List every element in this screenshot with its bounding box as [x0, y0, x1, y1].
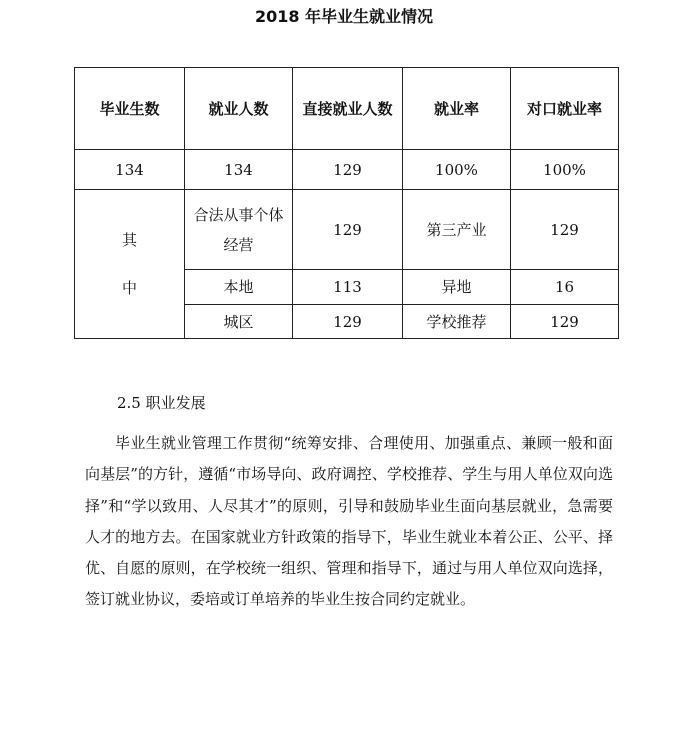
- subgroup-label-char: 其: [121, 231, 137, 249]
- page-title: 2018 年毕业生就业情况: [254, 7, 434, 26]
- table-cell: 129: [293, 305, 403, 339]
- table-cell: 100%: [511, 150, 619, 190]
- table-cell: 129: [511, 305, 619, 339]
- header-cell: 就业人数: [185, 68, 293, 150]
- table-cell: 第三产业: [403, 190, 511, 270]
- table-cell: 129: [293, 150, 403, 190]
- header-cell: 直接就业人数: [293, 68, 403, 150]
- table-cell: 学校推荐: [403, 305, 511, 339]
- table-cell: 134: [185, 150, 293, 190]
- table-cell: 100%: [403, 150, 511, 190]
- table-cell: 129: [511, 190, 619, 270]
- table-header-row: [75, 68, 619, 150]
- body-paragraph: 毕业生就业管理工作贯彻“统筹安排、合理使用、加强重点、兼顾一般和面向基层”的方针，遵循“市场导向、政府调控、学校推荐、学生与用人单位双向选择”和“学以致用、人尽其才”的原则，引导和鼓励毕业生面向基层就业，急需要人才的地方去。在国家就业方针政策的指导下，毕业生就业本着公正、公平、择优、自愿的原则，在学校统一组织、管理和指导下，通过与用人单位双向选择，签订就业协议，委培或订单培养的毕业生按合同约定就业。: [85, 434, 613, 609]
- table-cell: 16: [511, 270, 619, 305]
- table-cell: 113: [293, 270, 403, 305]
- table-cell: 异地: [403, 270, 511, 305]
- employment-table: [74, 67, 619, 339]
- header-cell: 就业率: [403, 68, 511, 150]
- table-cell: 城区: [185, 305, 293, 339]
- subgroup-label-cell: [75, 190, 185, 339]
- table-cell: 本地: [185, 270, 293, 305]
- table-cell: 134: [75, 150, 185, 190]
- table-cell: 129: [293, 190, 403, 270]
- table-row: [75, 190, 619, 270]
- header-cell: 对口就业率: [511, 68, 619, 150]
- header-cell: 毕业生数: [75, 68, 185, 150]
- section-heading: 2.5 职业发展: [117, 394, 206, 412]
- subgroup-label-char: 中: [121, 279, 137, 297]
- table-cell: 合法从事个体经营: [185, 190, 293, 270]
- table-row: [75, 150, 619, 190]
